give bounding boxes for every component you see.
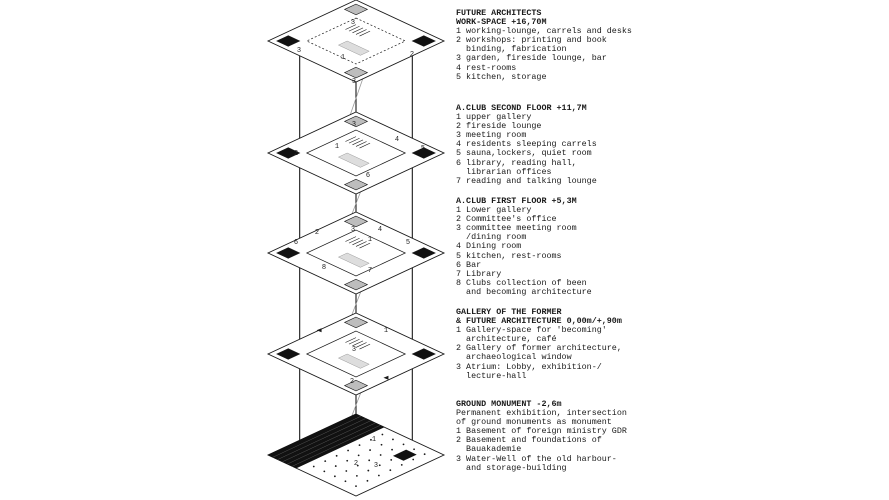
- legend-item: 1 upper gallery: [456, 112, 532, 123]
- floor-plate-ground: [268, 414, 444, 496]
- legend-item: 3 garden, fireside lounge, bar: [456, 53, 607, 64]
- legend-heading: GROUND MONUMENT -2,6m: [456, 399, 562, 409]
- legend-item: 3 meeting room: [456, 130, 527, 141]
- legend-item: 5 sauna,lockers, quiet room: [456, 148, 592, 159]
- room-number-label: 5: [405, 239, 411, 247]
- legend-item: 3 Water-Well of the old harbour-: [456, 453, 617, 464]
- legend-item: binding, fabrication: [456, 44, 567, 55]
- room-number-label: 4: [394, 136, 400, 144]
- legend-item: 4 residents sleeping carrels: [456, 139, 597, 150]
- room-number-label: 6: [293, 239, 299, 247]
- legend-item: archaeological window: [456, 352, 572, 363]
- room-number-label: 3: [350, 226, 356, 234]
- floor-plate-gallery: [268, 313, 444, 395]
- legend-item: 6 library, reading hall,: [456, 157, 577, 168]
- room-number-label: 1: [367, 236, 373, 244]
- legend-item: /dining room: [456, 232, 527, 243]
- floor-plate-club2: [268, 112, 444, 194]
- legend-item: 1 Basement of foreign ministry GDR: [456, 426, 627, 437]
- legend-heading: A.CLUB SECOND FLOOR +11,7M: [456, 103, 587, 113]
- legend-item: 7 reading and talking lounge: [456, 175, 597, 186]
- legend-heading: FUTURE ARCHITECTS: [456, 8, 542, 18]
- room-number-label: 8: [321, 264, 327, 272]
- room-number-label: 3: [351, 346, 357, 354]
- legend-item: 1 Gallery-space for 'becoming': [456, 325, 607, 336]
- floor-plate-workspace: [268, 0, 444, 86]
- legend-club-second-floor: [456, 104, 876, 186]
- room-number-label: 3: [351, 78, 357, 86]
- legend-item: of ground monuments as monument: [456, 417, 612, 428]
- legend-heading: GALLERY OF THE FORMER: [456, 307, 562, 317]
- room-number-label: 1: [334, 143, 340, 151]
- room-number-label: 2: [314, 229, 320, 237]
- room-number-label: 7: [367, 267, 373, 275]
- legend-item: architecture, café: [456, 334, 557, 345]
- legend-item: and storage-building: [456, 462, 567, 473]
- legend-item: and becoming architecture: [456, 286, 592, 297]
- room-number-label: 3: [373, 462, 379, 470]
- legend-workspace: [456, 9, 876, 82]
- room-number-label: 5: [420, 145, 426, 153]
- legend-item: Bauakademie: [456, 444, 522, 455]
- legend-item: 6 Bar: [456, 259, 482, 270]
- legend-gallery: [456, 308, 876, 381]
- room-number-label: 4: [377, 226, 383, 234]
- legend-item: 3 Atrium: Lobby, exhibition-/: [456, 361, 602, 372]
- legend-item: 4 Dining room: [456, 241, 522, 252]
- floor-plate-club1: [268, 212, 444, 294]
- legend-item: 2 Gallery of former architecture,: [456, 343, 622, 354]
- legend-item: 1 Lower gallery: [456, 205, 532, 216]
- room-number-label: 3: [351, 121, 357, 129]
- legend-heading: A.CLUB FIRST FLOOR +5,3M: [456, 196, 577, 206]
- room-number-label: 1: [340, 54, 346, 62]
- legend-item: 8 Clubs collection of been: [456, 277, 587, 288]
- legend-item: 2 workshops: printing and book: [456, 35, 607, 46]
- legend-item: lecture-hall: [456, 370, 527, 381]
- legend-ground-monument: [456, 400, 876, 473]
- room-number-label: 6: [365, 172, 371, 180]
- legend-item: Permanent exhibition, intersection: [456, 408, 627, 419]
- legend-item: 4 rest-rooms: [456, 62, 517, 73]
- room-number-label: 2: [409, 51, 415, 59]
- room-number-label: 3: [296, 47, 302, 55]
- room-number-label: 2: [353, 460, 359, 468]
- legend-item: 1 working-lounge, carrels and desks: [456, 26, 632, 37]
- legend-item: 7 Library: [456, 268, 502, 279]
- legend-item: librarian offices: [456, 166, 552, 177]
- room-number-label: 3: [350, 19, 356, 27]
- legend-item: 5 kitchen, storage: [456, 71, 547, 82]
- room-number-label: 2: [349, 378, 355, 386]
- legend-club-first-floor: [456, 197, 876, 297]
- legend-item: 2 Committee's office: [456, 214, 557, 225]
- legend-item: 3 committee meeting room: [456, 223, 577, 234]
- legend-heading: & FUTURE ARCHITECTURE 0,00m/+,90m: [456, 316, 622, 327]
- legend-heading: WORK-SPACE +16,70M: [456, 17, 547, 28]
- legend-item: 2 fireside lounge: [456, 121, 542, 132]
- room-number-label: 1: [371, 436, 377, 444]
- room-number-label: 2: [293, 150, 299, 158]
- room-number-label: 1: [383, 327, 389, 335]
- legend-item: 2 Basement and foundations of: [456, 435, 602, 446]
- legend-item: 5 kitchen, rest-rooms: [456, 250, 562, 261]
